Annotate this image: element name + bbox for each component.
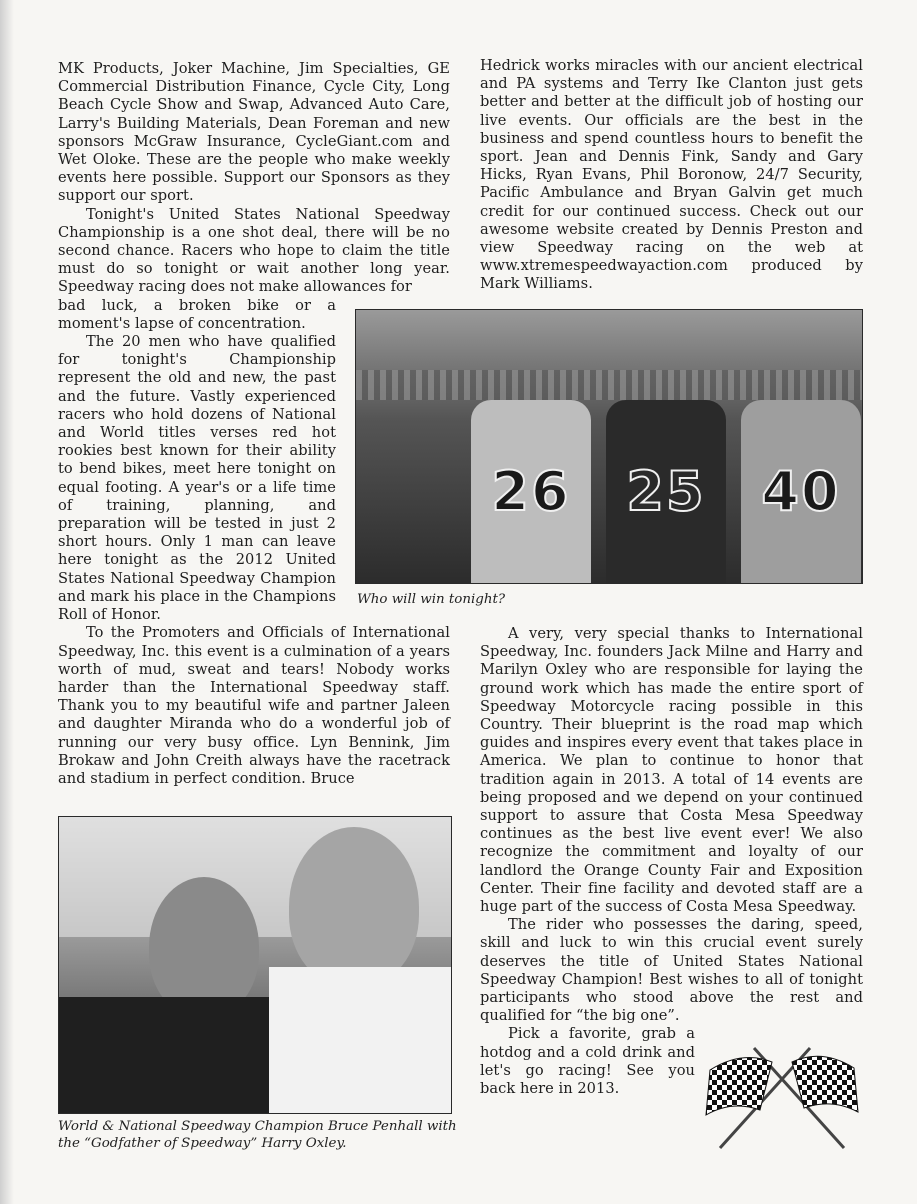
- champions-photo: [58, 816, 452, 1114]
- championship-paragraph: Tonight's United States National Speedway Championship is a one shot deal, there will be no second chance. Racers who hope to claim the title must do so tonight or wait another long year. Speedway racing does not make allowances for: [58, 205, 450, 296]
- championship-paragraph-end: bad luck, a broken bike or a moment's lapse of concentration.: [58, 296, 336, 332]
- qualifiers-paragraph: The 20 men who have qualified for tonight's Championship represent the old and new, the past and the future. Vastly experienced racers who hold dozens of National and World titles verses red hot rookies best known for their ability to bend bikes, meet here tonight on equal footing. A year's or a life time of training, planning, and preparation will be tested in just 2 short hours. Only 1 man can leave here tonight as the 2012 United States National Speedway Champion and mark his place in the Champions Roll of Honor.: [58, 333, 336, 624]
- rider-paragraph: The rider who possesses the daring, speed, skill and luck to win this crucial event surely deserves the title of United States National Speedway Champion! Best wishes to all of tonight participants who stood above the rest and qualified for “the big one”.: [480, 916, 863, 1025]
- jersey-25: 25: [606, 400, 726, 583]
- founders-paragraph: A very, very special thanks to International Speedway, Inc. founders Jack Milne and Harry and Marilyn Oxley who are responsible for laying the ground work which has made the entire sport of Speedway Motorcycle racing possible in this Country. Their blueprint is the road map which guides and inspires every event that takes place in America. We plan to continue to honor that tradition again in 2013. A total of 14 events are being proposed and we depend on your continued support to assure that Costa Mesa Speedway continues as the best live event ever! We also recognize the commitment and loyalty of our landlord the Orange County Fair and Exposition Center. Their fine facility and devoted staff are a huge part of the success of Costa Mesa Speedway.: [480, 625, 863, 916]
- racers-photo-caption: Who will win tonight?: [357, 592, 506, 607]
- person-right: [289, 827, 419, 987]
- right-column-top: [480, 57, 863, 294]
- page-edge-shadow: [0, 0, 14, 1204]
- jersey-26: 26: [471, 400, 591, 583]
- officials-paragraph: Hedrick works miracles with our ancient electrical and PA systems and Terry Ike Clanton just gets better and better at the difficult job of hosting our live events. Our officials are the best in the business and spend countless hours to benefit the sport. Jean and Dennis Fink, Sandy and Gary Hicks, Ryan Evans, Phil Boronow, 24/7 Security, Pacific Ambulance and Bryan Galvin get much credit for our continued success. Check out our awesome website created by Dennis Preston and view Speedway racing on the web at www.xtremespeedwayaction.com produced by Mark Williams.: [480, 57, 863, 293]
- racers-photo: [355, 309, 863, 584]
- person-left: [149, 877, 259, 1017]
- right-column-bottom: [480, 625, 863, 1098]
- dark-shirt: [59, 997, 279, 1113]
- sponsors-paragraph: MK Products, Joker Machine, Jim Specialties, GE Commercial Distribution Finance, Cycle City, Long Beach Cycle Show and Swap, Advanced Auto Care, Larry's Building Materials, Dean Foreman and new sponsors McGraw Insurance, CycleGiant.com and Wet Oloke. These are the people who make weekly events here possible. Support our Sponsors as they support our sport.: [58, 60, 450, 205]
- stadium-fence: [356, 370, 862, 400]
- champions-photo-caption: World & National Speedway Champion Bruce Penhall with the “Godfather of Speedway” Harry Oxley.: [58, 1119, 457, 1151]
- closing-paragraph: Pick a favorite, grab a hotdog and a cold drink and let's go racing! See you back here in 2013.: [480, 1025, 695, 1098]
- checkered-flags-icon: [702, 1040, 862, 1152]
- white-shirt: [269, 967, 451, 1113]
- jersey-40: 40: [741, 400, 861, 583]
- promoters-paragraph: To the Promoters and Officials of International Speedway, Inc. this event is a culmination of a years worth of mud, sweat and tears! Nobody works harder than the International Speedway staff. Thank you to my beautiful wife and partner Jaleen and daughter Miranda who do a wonderful job of running our very busy office. Lyn Bennink, Jim Brokaw and John Creith always have the racetrack and stadium in perfect condition. Bruce: [58, 624, 450, 787]
